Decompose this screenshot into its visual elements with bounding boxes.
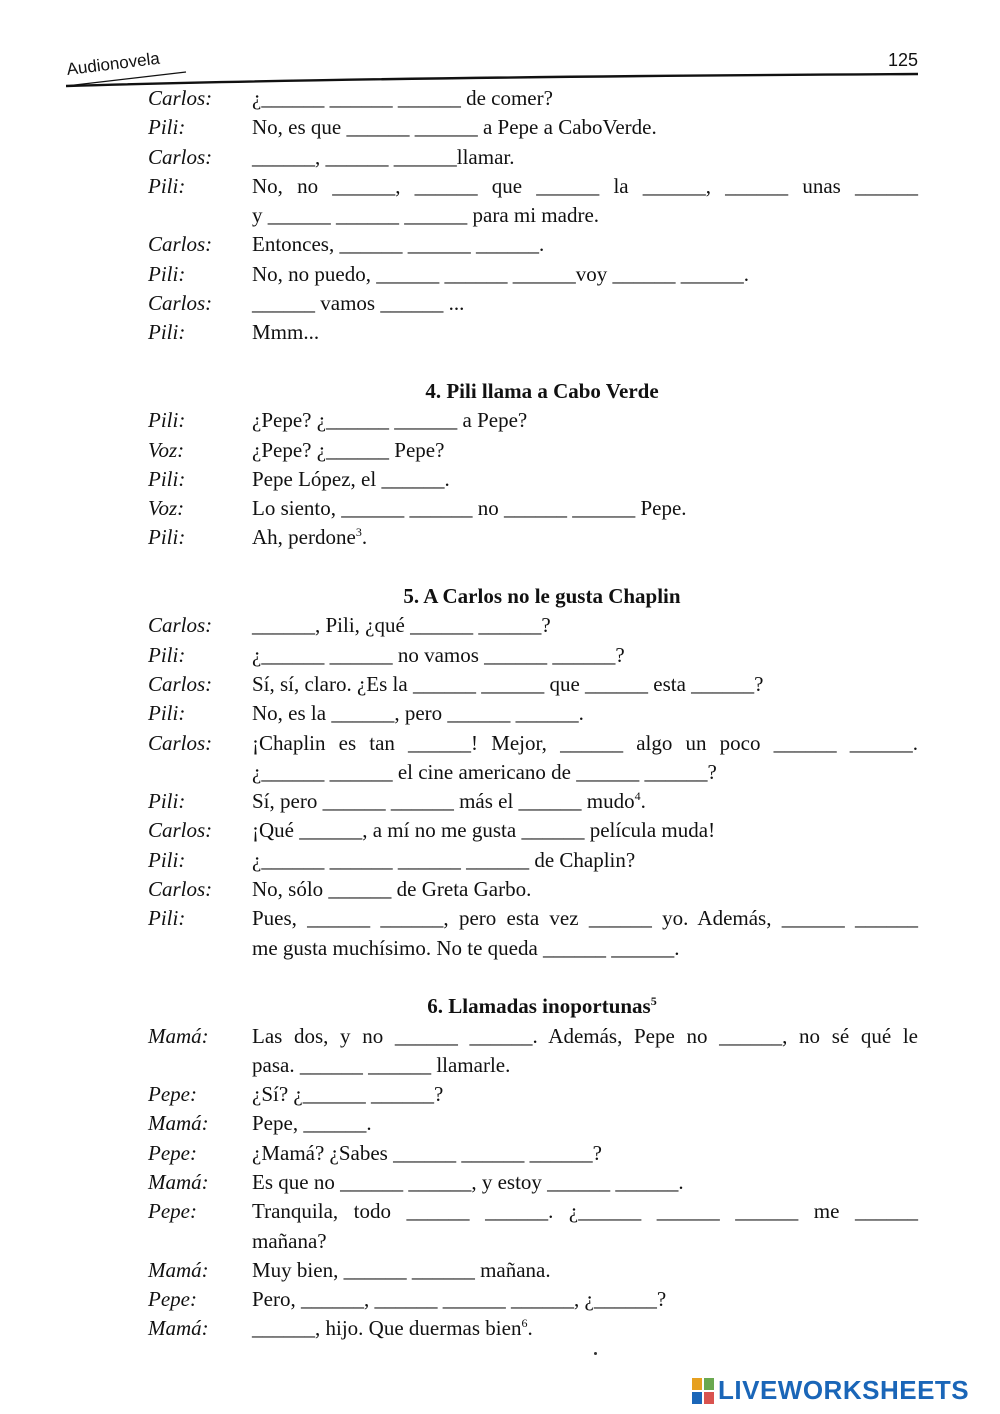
footnote-marker: 3 (355, 525, 362, 540)
dialogue-line (148, 113, 918, 142)
speaker-name: Pili: (148, 789, 186, 814)
dialogue-line (148, 1197, 918, 1226)
dialogue-text-body: pasa. ______ ______ llamarle. (252, 1052, 511, 1077)
dialogue-text-body: y ______ ______ ______ para mi madre. (252, 203, 600, 228)
speaker-name: Carlos: (148, 671, 213, 696)
dialogue-text (252, 934, 918, 963)
dialogue-line (148, 260, 918, 289)
dialogue-line (148, 465, 918, 494)
dialogue-text (252, 1285, 918, 1314)
dialogue-text-body: No, no puedo, ______ ______ ______voy ______ ______. (252, 261, 749, 286)
speaker-name: Pili: (148, 642, 186, 667)
speaker-name: Pili: (148, 906, 186, 931)
dialogue-text (252, 904, 918, 933)
dialogue-text (252, 816, 918, 845)
dialogue-text (252, 1314, 918, 1343)
stray-dot (594, 1352, 597, 1355)
dialogue-text (252, 523, 918, 552)
section-spacer (148, 553, 918, 582)
footnote-marker: 4 (634, 789, 641, 804)
dialogue-text-body: mañana? (252, 1228, 327, 1253)
section-heading-text (148, 582, 918, 611)
dialogue-text (252, 1197, 918, 1226)
speaker-name: Pili: (148, 320, 186, 345)
dialogue-line (148, 641, 918, 670)
dialogue-text-body: Es que no ______ ______, y estoy ______ ______. (252, 1169, 684, 1194)
dialogue-text-body: Ah, perdone (252, 525, 356, 550)
dialogue-text-body: ¿Sí? ¿______ ______? (252, 1082, 444, 1107)
section-label: Audionovela (65, 48, 161, 80)
dialogue-text (252, 1051, 918, 1080)
dialogue-text-body: ¿______ ______ no vamos ______ ______? (252, 642, 625, 667)
dialogue-text (252, 1109, 918, 1138)
dialogue-text-body: No, es que ______ ______ a Pepe a CaboVerde. (252, 115, 657, 140)
dialogue-line (148, 494, 918, 523)
dialogue-text-body: ______, Pili, ¿qué ______ ______? (252, 613, 551, 638)
dialogue-text-body: Pues, ______ ______, pero esta vez ______ yo. Además, ______ ______ (252, 906, 918, 931)
dialogue-line (148, 729, 918, 758)
dialogue-text (252, 494, 918, 523)
dialogue-line (148, 611, 918, 640)
dialogue-text (252, 113, 918, 142)
dialogue-line (148, 699, 918, 728)
speaker-name: Pili: (148, 466, 186, 491)
dialogue-line (148, 934, 918, 963)
dialogue-line (148, 816, 918, 845)
speaker-name: Carlos: (148, 291, 213, 316)
speaker-name: Pili: (148, 115, 186, 140)
dialogue-text (252, 1168, 918, 1197)
dialogue-line (148, 289, 918, 318)
dialogue-text-body: Lo siento, ______ ______ no ______ ______ Pepe. (252, 496, 687, 521)
dialogue-line (148, 406, 918, 435)
footnote-marker: 5 (650, 994, 657, 1009)
section-spacer (148, 963, 918, 992)
dialogue-text (252, 1022, 918, 1051)
dialogue-text-body: ______ vamos ______ ... (252, 291, 465, 316)
dialogue-text-body: Mmm... (252, 320, 320, 345)
dialogue-line (148, 787, 918, 816)
dialogue-text (252, 729, 918, 758)
speaker-name: Mamá: (148, 1111, 209, 1136)
dialogue-text-body: Sí, sí, claro. ¿Es la ______ ______ que ______ esta ______? (252, 671, 764, 696)
speaker-name: Pili: (148, 525, 186, 550)
dialogue-text-body: No, es la ______, pero ______ ______. (252, 701, 584, 726)
dialogue-text-body: No, no ______, ______ que ______ la ______, ______ unas ______ (252, 173, 918, 198)
dialogue-text (252, 787, 918, 816)
dialogue-text-body: ¡Qué ______, a mí no me gusta ______ película muda! (252, 818, 716, 843)
dialogue-text (252, 201, 918, 230)
dialogue-line (148, 1285, 918, 1314)
dialogue-text (252, 846, 918, 875)
dialogue-line (148, 84, 918, 113)
dialogue-text (252, 758, 918, 787)
dialogue-text (252, 406, 918, 435)
dialogue-line (148, 523, 918, 552)
dialogue-text (252, 436, 918, 465)
speaker-name: Voz: (148, 437, 185, 462)
speaker-name: Carlos: (148, 730, 213, 755)
dialogue-line (148, 1314, 918, 1343)
dialogue-text-body: Pepe López, el ______. (252, 466, 450, 491)
heading-label: 4. Pili llama a Cabo Verde (425, 378, 659, 403)
dialogue-text (252, 875, 918, 904)
dialogue-text (252, 1227, 918, 1256)
trailing-punctuation: . (640, 789, 646, 814)
speaker-name: Pili: (148, 847, 186, 872)
dialogue-line (148, 1109, 918, 1138)
speaker-name: Carlos: (148, 232, 213, 257)
speaker-name: Pili: (148, 408, 186, 433)
speaker-name: Carlos: (148, 818, 213, 843)
dialogue-text-body: ¿Pepe? ¿______ ______ a Pepe? (252, 408, 528, 433)
speaker-name: Mamá: (148, 1257, 209, 1282)
dialogue-text (252, 465, 918, 494)
dialogue-text-body: Pero, ______, ______ ______ ______, ¿______? (252, 1287, 667, 1312)
footnote-marker: 6 (521, 1316, 528, 1331)
liveworksheets-logo-icon (692, 1378, 714, 1404)
dialogue-line (148, 1051, 918, 1080)
speaker-name: Mamá: (148, 1316, 209, 1341)
dialogue-line (148, 1080, 918, 1109)
section-heading (148, 582, 918, 611)
dialogue-line (148, 143, 918, 172)
speaker-name: Pili: (148, 261, 186, 286)
heading-label: 5. A Carlos no le gusta Chaplin (403, 584, 681, 609)
dialogue-text (252, 1256, 918, 1285)
dialogue-line (148, 670, 918, 699)
section-heading (148, 992, 918, 1021)
speaker-name: Mamá: (148, 1169, 209, 1194)
speaker-name: Pepe: (148, 1287, 197, 1312)
dialogue-line (148, 1227, 918, 1256)
section-heading-text (148, 377, 918, 406)
section-spacer (148, 348, 918, 377)
dialogue-text-body: ¡Chaplin es tan ______! Mejor, ______ algo un poco ______ ______. (252, 730, 918, 755)
dialogue-text (252, 289, 918, 318)
dialogue-line (148, 1022, 918, 1051)
speaker-name: Voz: (148, 496, 185, 521)
speaker-name: Pepe: (148, 1140, 197, 1165)
speaker-name: Pepe: (148, 1199, 197, 1224)
page-number: 125 (887, 50, 918, 70)
speaker-name: Carlos: (148, 877, 213, 902)
dialogue-text-body: Pepe, ______. (252, 1111, 372, 1136)
dialogue-text-body: ¿______ ______ ______ ______ de Chaplin? (252, 847, 636, 872)
dialogue-text-body: Las dos, y no ______ ______. Además, Pepe no ______, no sé qué le (252, 1023, 918, 1048)
dialogue-text-body: Entonces, ______ ______ ______. (252, 232, 545, 257)
dialogue-text-body: Sí, pero ______ ______ más el ______ mudo (252, 789, 635, 814)
dialogue-text-body: ¿______ ______ ______ de comer? (252, 86, 553, 110)
dialogue-text-body: ______, hijo. Que duermas bien (252, 1316, 522, 1341)
dialogue-line (148, 904, 918, 933)
dialogue-content (148, 84, 918, 1344)
speaker-name: Mamá: (148, 1023, 209, 1048)
speaker-name: Carlos: (148, 613, 213, 638)
dialogue-text (252, 699, 918, 728)
dialogue-line (148, 318, 918, 347)
speaker-name: Pili: (148, 173, 186, 198)
dialogue-text-body: No, sólo ______ de Greta Garbo. (252, 877, 532, 902)
dialogue-text (252, 641, 918, 670)
dialogue-line (148, 846, 918, 875)
dialogue-line (148, 1256, 918, 1285)
dialogue-text-body: me gusta muchísimo. No te queda ______ ______. (252, 935, 680, 960)
dialogue-line (148, 230, 918, 259)
dialogue-line (148, 172, 918, 201)
speaker-name: Carlos: (148, 86, 213, 110)
dialogue-text (252, 670, 918, 699)
dialogue-line (148, 436, 918, 465)
dialogue-line (148, 1139, 918, 1168)
speaker-name: Carlos: (148, 144, 213, 169)
dialogue-text (252, 260, 918, 289)
dialogue-text (252, 1080, 918, 1109)
dialogue-text (252, 1139, 918, 1168)
watermark-text: LIVEWORKSHEETS (718, 1375, 970, 1405)
dialogue-text (252, 230, 918, 259)
liveworksheets-watermark (692, 1375, 969, 1406)
dialogue-text-body: ¿______ ______ el cine americano de ______ ______? (252, 759, 717, 784)
dialogue-line (148, 758, 918, 787)
dialogue-text (252, 318, 918, 347)
dialogue-line (148, 1168, 918, 1197)
dialogue-text (252, 172, 918, 201)
trailing-punctuation: . (361, 525, 368, 550)
speaker-name: Pili: (148, 701, 186, 726)
dialogue-line (148, 875, 918, 904)
dialogue-text (252, 143, 918, 172)
speaker-name: Pepe: (148, 1082, 197, 1107)
section-heading-text (148, 992, 918, 1021)
heading-label: 6. Llamadas inoportunas (427, 994, 651, 1019)
dialogue-text (252, 84, 918, 113)
dialogue-text-body: Tranquila, todo ______ ______. ¿______ ______ ______ me ______ (252, 1199, 918, 1224)
trailing-punctuation: . (527, 1316, 533, 1341)
dialogue-text-body: ¿Mamá? ¿Sabes ______ ______ ______? (252, 1140, 602, 1165)
dialogue-text-body: Muy bien, ______ ______ mañana. (252, 1257, 551, 1282)
dialogue-text (252, 611, 918, 640)
dialogue-text-body: ¿Pepe? ¿______ Pepe? (252, 437, 445, 462)
dialogue-line (148, 201, 918, 230)
dialogue-text-body: ______, ______ ______llamar. (252, 144, 515, 169)
section-heading (148, 377, 918, 406)
